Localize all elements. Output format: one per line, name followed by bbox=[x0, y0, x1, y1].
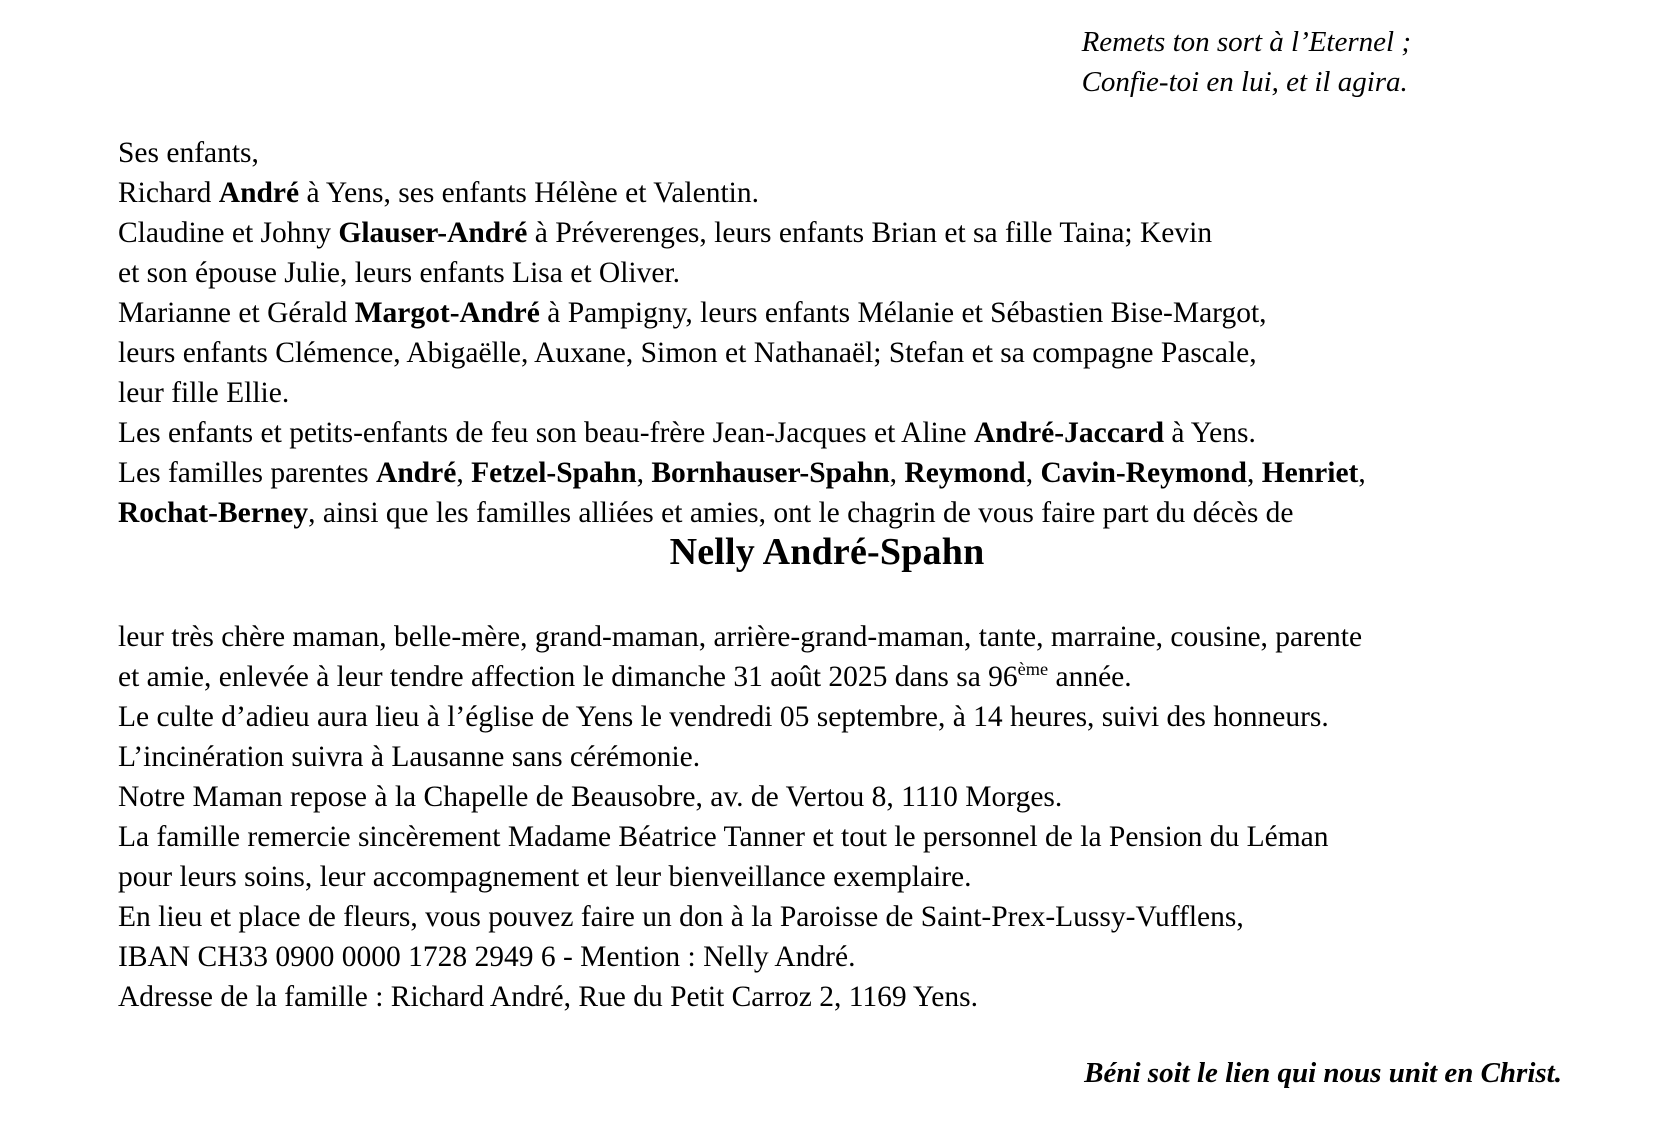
details-line-2-ordinal: ème bbox=[1017, 659, 1049, 680]
announcement-line-richard-andre: Richard André à Yens, ses enfants Hélène et Valentin. bbox=[118, 176, 759, 209]
details-line-3: Le culte d’adieu aura lieu à l’église de Yens le vendredi 05 septembre, à 14 heures, suivi des honneurs. bbox=[118, 700, 1329, 733]
details-line-9: IBAN CH33 0900 0000 1728 2949 6 - Mention : Nelly André. bbox=[118, 940, 856, 973]
details-line-4: L’incinération suivra à Lausanne sans cérémonie. bbox=[118, 740, 701, 773]
announcement-line-margot-andre-2: leurs enfants Clémence, Abigaëlle, Auxane, Simon et Nathanaël; Stefan et sa compagne Pascale, bbox=[118, 336, 1257, 369]
details-line-10: Adresse de la famille : Richard André, Rue du Petit Carroz 2, 1169 Yens. bbox=[118, 980, 978, 1013]
announcement-line-margot-andre-3: leur fille Ellie. bbox=[118, 376, 290, 409]
announcement-line-glauser-andre-2: et son épouse Julie, leurs enfants Lisa et Oliver. bbox=[118, 256, 680, 289]
details-block bbox=[118, 618, 1548, 1018]
announcement-line-andre-jaccard: Les enfants et petits-enfants de feu son beau-frère Jean-Jacques et Aline André-Jaccard à Yens. bbox=[118, 416, 1256, 449]
closing-blessing: Béni soit le lien qui nous unit en Christ. bbox=[1084, 1057, 1562, 1089]
details-line-2 bbox=[118, 658, 1548, 698]
details-line-5: Notre Maman repose à la Chapelle de Beausobre, av. de Vertou 8, 1110 Morges. bbox=[118, 780, 1063, 813]
deceased-name: Nelly André-Spahn bbox=[669, 531, 985, 573]
epigraph bbox=[1082, 22, 1411, 102]
epigraph-line-2: Confie-toi en lui, et il agira. bbox=[1081, 66, 1408, 99]
deceased-name-block bbox=[0, 530, 1654, 574]
announcement-line-glauser-andre-1: Claudine et Johny Glauser-André à Préverenges, leurs enfants Brian et sa fille Taina; Kevin bbox=[118, 216, 1213, 249]
announcement-block bbox=[118, 134, 1538, 534]
announcement-intro: Ses enfants, bbox=[118, 137, 259, 169]
details-line-2-before: et amie, enlevée à leur tendre affection le dimanche 31 août 2025 dans sa 96 bbox=[118, 660, 1018, 693]
details-line-6: La famille remercie sincèrement Madame Béatrice Tanner et tout le personnel de la Pension du Léman bbox=[118, 820, 1329, 853]
epigraph-line-1: Remets ton sort à l’Eternel ; bbox=[1081, 26, 1411, 58]
details-line-7: pour leurs soins, leur accompagnement et leur bienveillance exemplaire. bbox=[118, 860, 972, 893]
announcement-line-familles-2: Rochat-Berney, ainsi que les familles alliées et amies, ont le chagrin de vous faire part du décès de bbox=[118, 496, 1294, 529]
details-line-8: En lieu et place de fleurs, vous pouvez faire un don à la Paroisse de Saint-Prex-Lussy-Vufflens, bbox=[118, 900, 1244, 933]
details-line-1: leur très chère maman, belle-mère, grand-maman, arrière-grand-maman, tante, marraine, cousine, parente bbox=[118, 621, 1363, 653]
announcement-line-margot-andre-1: Marianne et Gérald Margot-André à Pampigny, leurs enfants Mélanie et Sébastien Bise-Margot, bbox=[118, 296, 1267, 329]
announcement-line-familles-1: Les familles parentes André, Fetzel-Spahn, Bornhauser-Spahn, Reymond, Cavin-Reymond, Henriet, bbox=[118, 456, 1366, 489]
details-line-2-after: année. bbox=[1048, 660, 1132, 693]
